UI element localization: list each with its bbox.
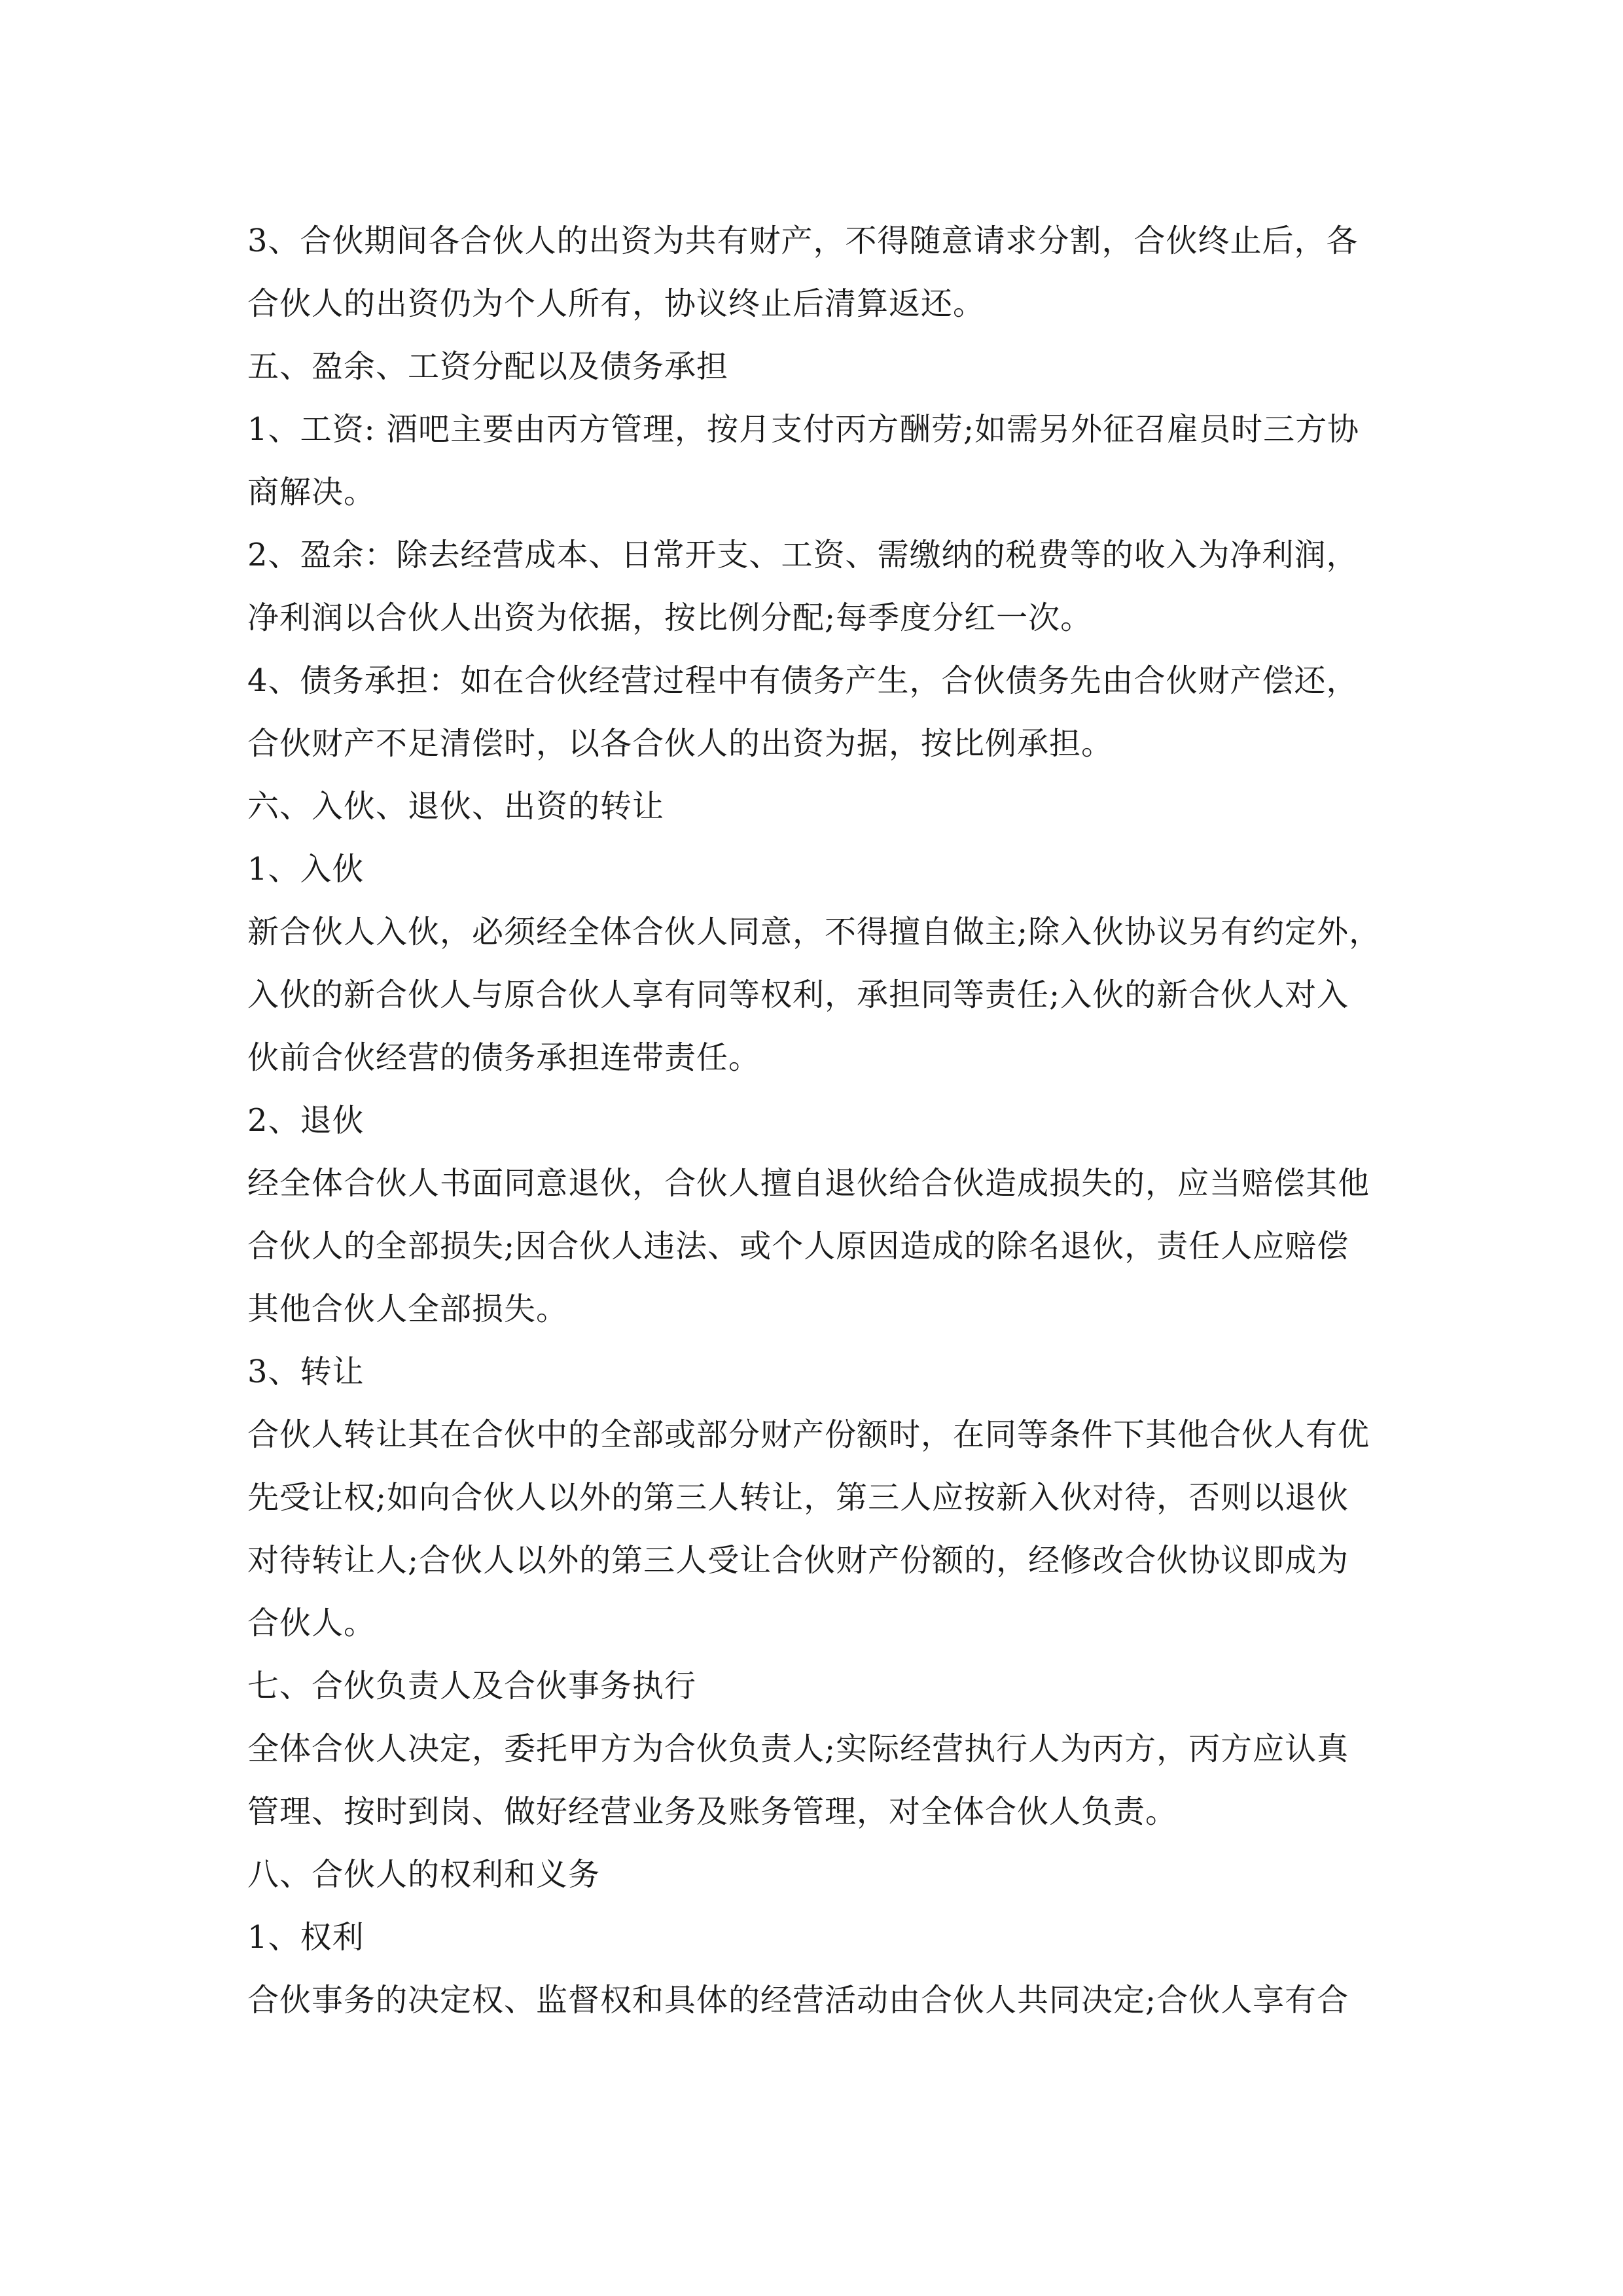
paragraph — [247, 1655, 1393, 1717]
text-line: 五、盈余、工资分配以及债务承担 — [247, 348, 729, 385]
text-line: 伙前合伙经营的债务承担连带责任。 — [247, 1039, 761, 1076]
paragraph — [247, 1403, 1393, 1655]
paragraph — [247, 335, 1393, 398]
paragraph — [247, 1969, 1393, 2032]
paragraph — [247, 1340, 1393, 1403]
text-line: 全体合伙人决定，委托甲方为合伙负责人;实际经营执行人为丙方，丙方应认真 — [247, 1731, 1349, 1767]
paragraph — [247, 1089, 1393, 1152]
text-line: 1、工资: 酒吧主要由丙方管理，按月支付丙方酬劳;如需另外征召雇员时三方协 — [247, 411, 1360, 448]
text-line: 七、合伙负责人及合伙事务执行 — [247, 1668, 697, 1704]
text-line: 先受让权;如向合伙人以外的第三人转让，第三人应按新入伙对待，否则以退伙 — [247, 1479, 1349, 1516]
paragraph — [247, 838, 1393, 901]
document-body — [247, 209, 1393, 2032]
text-line: 商解决。 — [247, 474, 376, 511]
text-line: 净利润以合伙人出资为依据，按比例分配;每季度分红一次。 — [247, 600, 1093, 636]
text-line: 1、权利 — [247, 1919, 365, 1956]
text-line: 合伙财产不足清偿时，以各合伙人的出资为据，按比例承担。 — [247, 725, 1114, 762]
text-line: 合伙人转让其在合伙中的全部或部分财产份额时，在同等条件下其他合伙人有优 — [247, 1416, 1370, 1453]
text-line: 3、转让 — [247, 1354, 365, 1390]
text-line: 合伙人的出资仍为个人所有，协议终止后清算返还。 — [247, 285, 986, 322]
paragraph — [247, 1152, 1393, 1340]
text-line: 对待转让人;合伙人以外的第三人受让合伙财产份额的，经修改合伙协议即成为 — [247, 1542, 1349, 1579]
paragraph — [247, 398, 1393, 524]
text-line: 2、盈余：除去经营成本、日常开支、工资、需缴纳的税费等的收入为净利润， — [247, 537, 1359, 573]
text-line: 其他合伙人全部损失。 — [247, 1291, 569, 1327]
paragraph — [247, 775, 1393, 838]
paragraph — [247, 649, 1393, 775]
text-line: 2、退伙 — [247, 1102, 365, 1139]
paragraph — [247, 1717, 1393, 1843]
paragraph — [247, 524, 1393, 649]
text-line: 经全体合伙人书面同意退伙，合伙人擅自退伙给合伙造成损失的，应当赔偿其他 — [247, 1165, 1370, 1202]
text-line: 合伙人的全部损失;因合伙人违法、或个人原因造成的除名退伙，责任人应赔偿 — [247, 1228, 1349, 1265]
paragraph — [247, 1843, 1393, 1906]
text-line: 入伙的新合伙人与原合伙人享有同等权利，承担同等责任;入伙的新合伙人对入 — [247, 977, 1349, 1013]
text-line: 八、合伙人的权利和义务 — [247, 1856, 601, 1893]
text-line: 六、入伙、退伙、出资的转让 — [247, 788, 665, 825]
text-line: 3、合伙期间各合伙人的出资为共有财产，不得随意请求分割，合伙终止后，各 — [247, 223, 1359, 259]
text-line: 新合伙人入伙，必须经全体合伙人同意，不得擅自做主;除入伙协议另有约定外， — [247, 914, 1382, 950]
text-line: 1、入伙 — [247, 851, 365, 888]
paragraph — [247, 1906, 1393, 1969]
text-line: 合伙事务的决定权、监督权和具体的经营活动由合伙人共同决定;合伙人享有合 — [247, 1982, 1349, 2018]
paragraph — [247, 901, 1393, 1089]
text-line: 4、债务承担：如在合伙经营过程中有债务产生，合伙债务先由合伙财产偿还， — [247, 662, 1359, 699]
paragraph — [247, 209, 1393, 335]
text-line: 管理、按时到岗、做好经营业务及账务管理，对全体合伙人负责。 — [247, 1793, 1178, 1830]
text-line: 合伙人。 — [247, 1605, 376, 1641]
